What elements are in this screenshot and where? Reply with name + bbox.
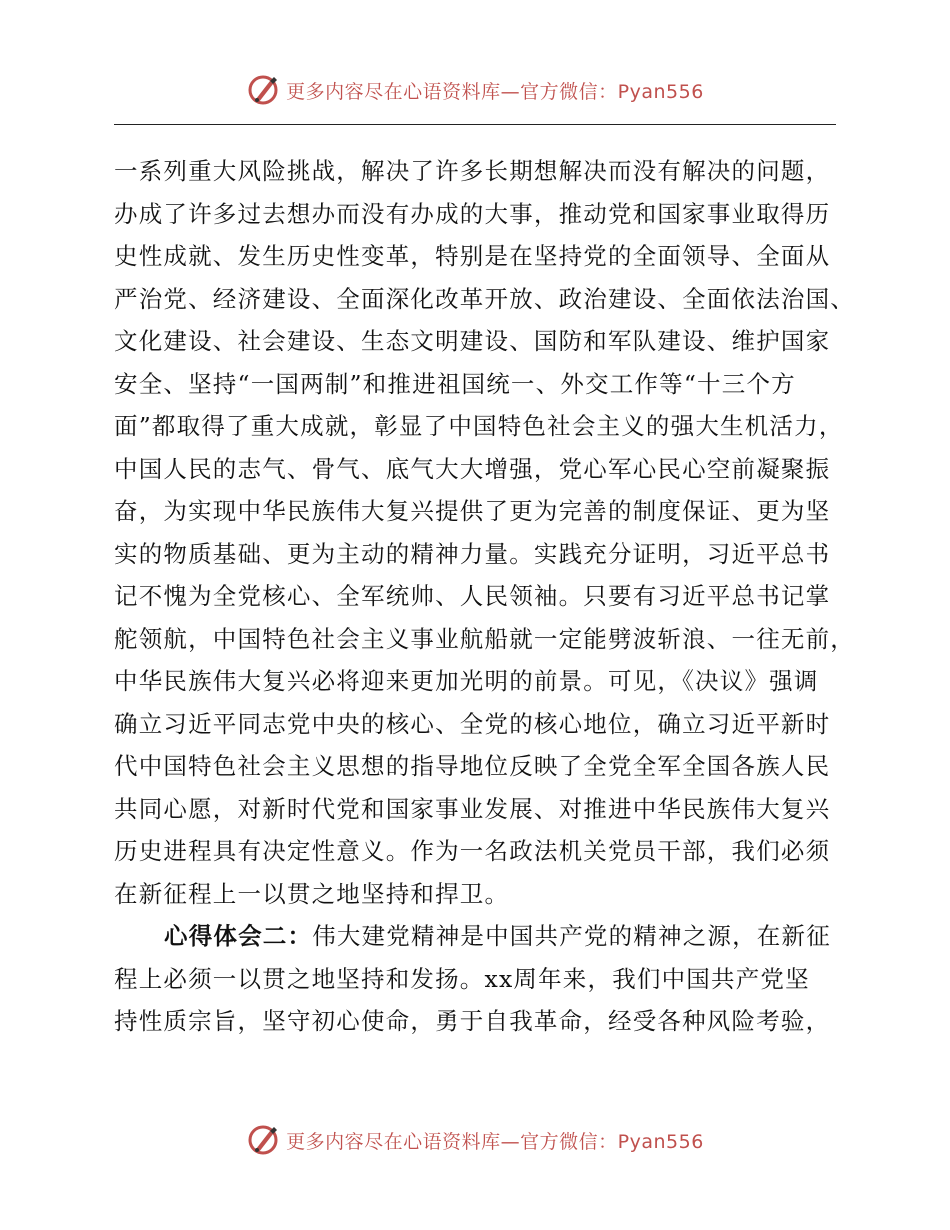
document-body	[114, 150, 854, 1043]
header-banner-text: 更多内容尽在心语资料库—官方微信：Pyan556	[286, 80, 704, 103]
body-line: 记不愧为全党核心、全军统帅、人民领袖。只要有习近平总书记掌	[114, 582, 831, 610]
footer-banner-inner	[246, 1123, 704, 1157]
body-line: 安全、坚持“一国两制”和推进祖国统一、外交工作等“十三个方	[114, 369, 796, 398]
body-line: 程上必须一以贯之地坚持和发扬。xx周年来，我们中国共产党坚	[114, 964, 810, 993]
header-banner-inner	[246, 73, 704, 107]
body-line: 代中国特色社会主义思想的指导地位反映了全党全军全国各族人民	[114, 752, 831, 780]
section2-first-line	[114, 915, 854, 958]
body-line: 确立习近平同志党中央的核心、全党的核心地位，确立习近平新时	[114, 709, 831, 738]
body-line: 中国人民的志气、骨气、底气大大增强，党心军心民心空前凝聚振	[114, 454, 831, 483]
body-line: 文化建设、社会建设、生态文明建设、国防和军队建设、维护国家	[114, 327, 831, 355]
body-line: 面”都取得了重大成就，彰显了中国特色社会主义的强大生机活力，	[114, 412, 844, 440]
section2-first-text: 伟大建党精神是中国共产党的精神之源，在新征	[312, 922, 831, 950]
body-line: 一系列重大风险挑战，解决了许多长期想解决而没有解决的问题，	[114, 157, 831, 185]
body-line: 持性质宗旨，坚守初心使命，勇于自我革命，经受各种风险考验，	[114, 1007, 831, 1035]
section2-heading: 心得体会二：	[164, 922, 313, 950]
footer-banner	[0, 1118, 950, 1162]
body-line: 史性成就、发生历史性变革，特别是在坚持党的全面领导、全面从	[114, 242, 831, 270]
body-line: 办成了许多过去想办而没有办成的大事，推动党和国家事业取得历	[114, 199, 831, 228]
body-line: 严治党、经济建设、全面深化改革开放、政治建设、全面依法治国、	[114, 284, 855, 313]
body-line: 共同心愿，对新时代党和国家事业发展、对推进中华民族伟大复兴	[114, 794, 831, 823]
body-line: 中华民族伟大复兴必将迎来更加光明的前景。可见，《决议》强调	[114, 667, 819, 695]
pen-circle-logo-icon	[246, 73, 280, 107]
header-divider	[114, 124, 836, 125]
body-line: 舵领航，中国特色社会主义事业航船就一定能劈波斩浪、一往无前，	[114, 624, 855, 653]
footer-banner-text: 更多内容尽在心语资料库—官方微信：Pyan556	[286, 1130, 704, 1153]
pen-circle-logo-icon	[246, 1123, 280, 1157]
header-banner	[0, 68, 950, 112]
body-line: 在新征程上一以贯之地坚持和捍卫。	[114, 879, 510, 908]
body-line: 奋，为实现中华民族伟大复兴提供了更为完善的制度保证、更为坚	[114, 497, 831, 525]
body-line: 实的物质基础、更为主动的精神力量。实践充分证明，习近平总书	[114, 539, 831, 568]
body-line: 历史进程具有决定性意义。作为一名政法机关党员干部，我们必须	[114, 837, 831, 865]
